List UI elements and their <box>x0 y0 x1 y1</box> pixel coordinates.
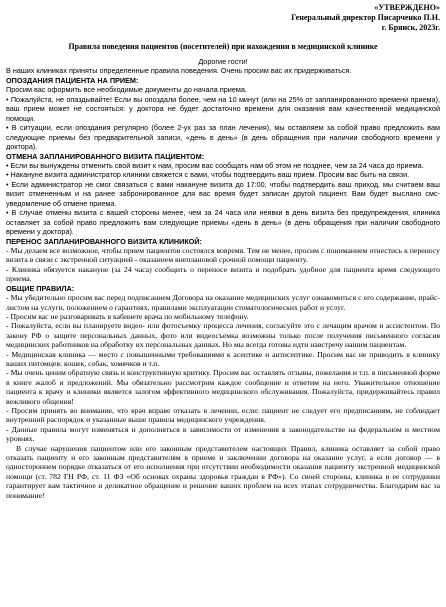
section-heading-reschedule: ПЕРЕНОС ЗАПЛАНИРОВАННОГО ВИЗИТА КЛИНИКОЙ: <box>6 236 203 246</box>
paragraph: - Просим принять во внимание, что врач вправе отказать в лечении, если: пациент не следует его предписаниям, не соблюдает внутренний распорядок и указанные выше правила медицинского учреждения. <box>6 406 440 425</box>
section-general <box>6 284 440 500</box>
section-arrival <box>6 76 440 152</box>
section-cancel <box>6 152 440 237</box>
closing-paragraph: В случае нарушения пациентом или его законным представителем настоящих Правил, клиника оставляет за собой право отказать пациенту и его законным представителям в приеме и заключении договора на оказание услуг, а если договор — в одностороннем порядке отказаться от его исполнения при отсутствии необходимости оказания пациенту экстренной медицинской помощи (ст. 782 ГН РФ, ст. 11 ФЗ «Об основах охраны здоровья граждан в РФ»). Со своей стороны, клиника и ее сотрудники гарантирует вам тактичное и деликатное обращение и решение ваших проблем на всех этапах сотрудничества. Благодарим вас за понимание! <box>6 443 440 500</box>
paragraph: - Просим вас не разговаривать в кабинете врача по мобильному телефону. <box>6 311 249 321</box>
section-heading-cancel: ОТМЕНА ЗАПЛАНИРОВАННОГО ВИЗИТА ПАЦИЕНТОМ: <box>6 151 205 161</box>
paragraph: • В ситуации, если опоздания регулярно (более 2-ух раз за план лечения), мы оставляем за собой право предложить вам следующие приемы без предварительной записи, «день в день» (в день обращения при наличии свободного времени у доктора). <box>6 123 440 152</box>
section-heading-arrival: ОПОЗДАНИЯ ПАЦИЕНТА НА ПРИЕМ: <box>6 75 139 85</box>
approval-block <box>6 3 440 33</box>
intro-paragraph: В наших клиниках приняты определенные правила поведения. Очень просим вас их придерживаться. <box>6 66 352 76</box>
paragraph: - Клиника обязуется накануне (за 24 часа) сообщить о переносе визита и подобрать удобное для пациента время следующего приема. <box>6 264 440 284</box>
paragraph: • В случае отмены визита с вашей стороны менее, чем за 24 часа или неявки в день визита без предупреждения, клиника оставляет за собой право предложить вам следующие приемы «день в день» (в день обращения при наличии свободного времени у доктора). <box>6 208 440 237</box>
paragraph: - Мы очень ценим обратную связь и конструктивную критику. Просим вас оставлять отзывы, пожелания и т.п. в письменной форме в книге жалоб и предложений. Мы обязательно рассмотрим каждое сообщение и ответим на него. Уважительное отношение пациента к врачу и клиники является залогом эффективного медицинского обслуживания. Пожалуйста, придерживайтесь правил вежливого общения! <box>6 368 440 406</box>
section-reschedule <box>6 237 440 284</box>
greeting: Дорогие гости! <box>198 57 248 66</box>
section-heading-general: ОБЩИЕ ПРАВИЛА: <box>6 283 75 293</box>
paragraph: • Накануне визита администратор клиники свяжется с вами, чтобы подтвердить ваш прием. Просим вас быть на связи. <box>6 170 410 180</box>
paragraph: Просим вас оформить все необходимые документы до начала приема. <box>6 85 247 95</box>
paragraph: - Данные правила могут изменяться и дополняться в зависимости от изменения в законодательстве на федеральном и местном уровнях. <box>6 424 440 444</box>
approval-position: Генеральный директор Писарченко П.Н. <box>291 13 440 22</box>
approval-stamp: «УТВЕРЖДЕНО» <box>374 3 440 12</box>
paragraph: - Медицинская клиника — место с повышенными требованиями к асептике и антисептике. Просим вас не приводить в клинику ваших питомцев: кошек, собак, хомячков и т.п. <box>6 349 440 368</box>
paragraph: • Пожалуйста, не опаздывайте! Если вы опоздали более, чем на 10 минут (или на 25% от запланированного времени приема), ваш прием может не состояться: у доктора не будет достаточно времени для оказания вам качественной медицинской помощи. <box>6 94 440 123</box>
document-title: Правила поведения пациентов (посетителей) при нахождении в медицинской клинике <box>68 42 378 51</box>
paragraph: - Пожалуйста, если вы планируете видео- или фотосъемку процесса лечения, согласуйте это с лечащим врачом и ассистентом. По закону РФ о защите персональных данных, фото или видеосъемка возможны только после получения письменного согласия медицинских работников на обработку их персональных данных. Но мы всегда готовы идти навстречу нашим пациентам. <box>6 321 440 350</box>
paragraph: - Мы делаем все возможное, чтобы прием пациентов состоялся вовремя. Тем не менее, просим с пониманием отнестись к переносу визита в связи с экстренной ситуацией - оказанием внеплановой срочной помощи пациенту. <box>6 246 440 265</box>
approval-place-date: г. Брянск, 2023г. <box>381 23 440 32</box>
paragraph: - Мы убедительно просим вас перед подписанием Договора на оказание медицинских услуг ознакомиться с его содержание, прайс-листом на услуги, положением о гарантиях, правилами эксплуатации стоматологических работ и услуг. <box>6 293 440 312</box>
paragraph: • Если администратор не смог связаться с вами накануне визита до 17:00, чтобы подтвердить ваш приход, мы считаем ваш визит отмененным и на ранее забронированное для вас время будет записан другой пациент. Вам будет выслано смс-уведомление об отмене приема. <box>6 179 440 208</box>
paragraph: • Если вы вынуждены отменить свой визит к нам, просим вас сообщать нам об этом не позднее, чем за 24 часа до приема. <box>6 160 424 170</box>
